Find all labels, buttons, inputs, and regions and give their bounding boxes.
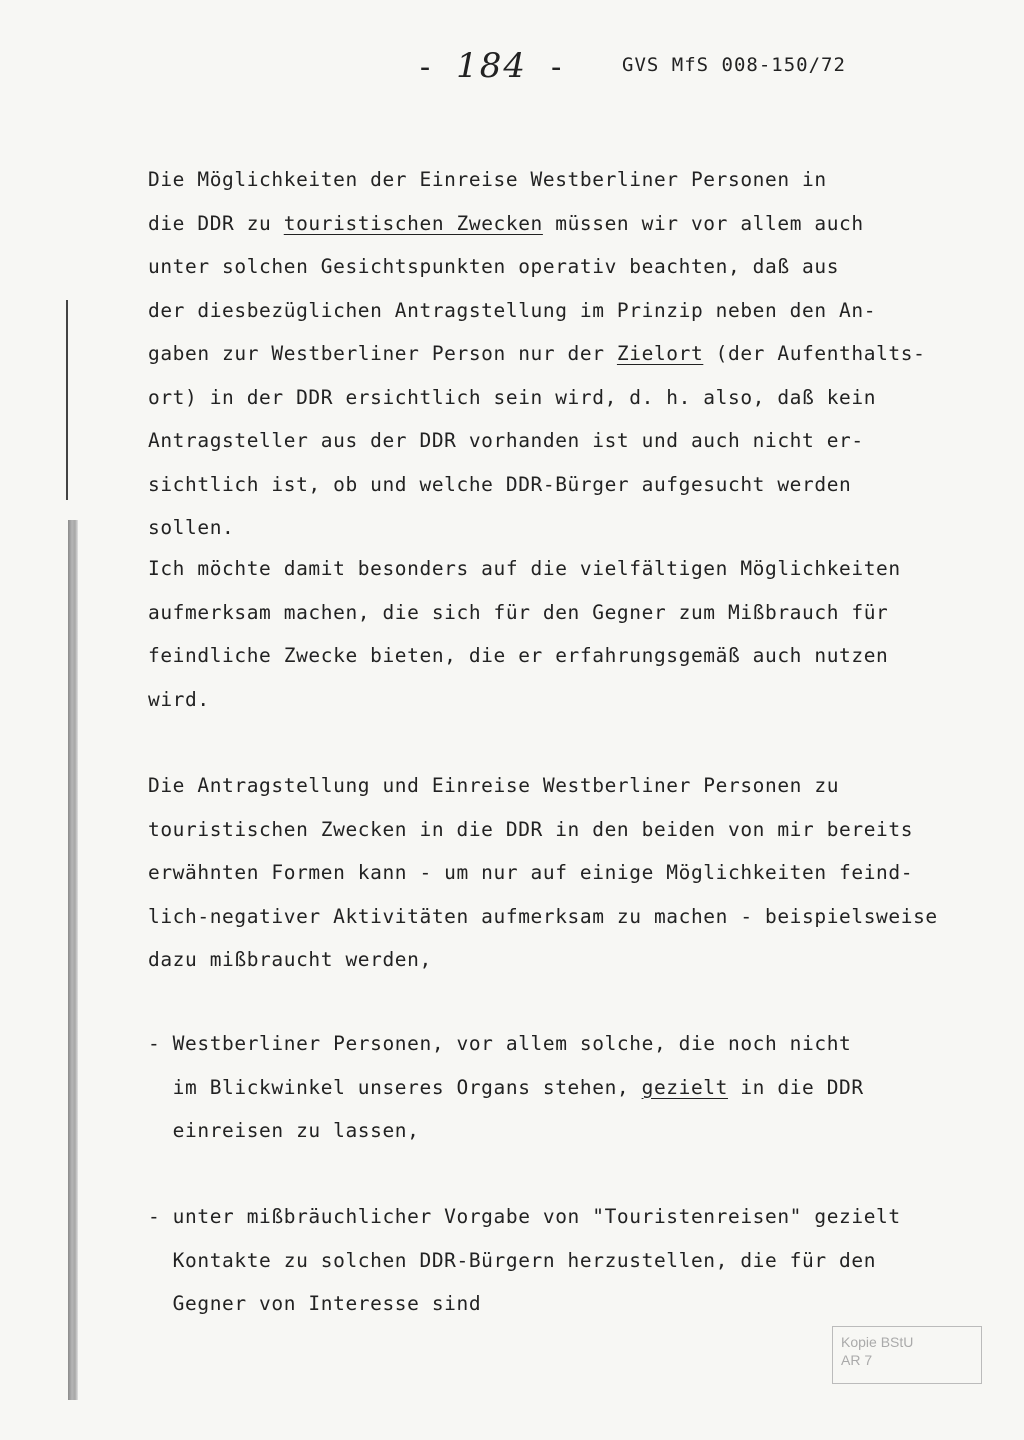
text-line: die DDR zu touristischen Zwecken müssen wir vor allem auch bbox=[148, 211, 864, 235]
text-line: Die Antragstellung und Einreise Westberliner Personen zu bbox=[148, 774, 840, 797]
page-number-suffix: - bbox=[527, 50, 568, 85]
paragraph-3 bbox=[148, 764, 968, 982]
text-line: sollen. bbox=[148, 516, 235, 539]
text-line: lich-negativer Aktivitäten aufmerksam zu machen - beispielsweise bbox=[148, 904, 938, 928]
list-item-2 bbox=[148, 1195, 968, 1326]
text-line: gaben zur Westberliner Person nur der Zielort (der Aufenthalts- bbox=[148, 342, 926, 365]
text-line: wird. bbox=[148, 687, 210, 711]
page-number bbox=[416, 46, 567, 86]
binding-edge-line bbox=[66, 300, 68, 500]
text-line: feindliche Zwecke bieten, die er erfahrungsgemäß auch nutzen bbox=[148, 644, 889, 667]
text-line: ort) in der DDR ersichtlich sein wird, d. h. also, daß kein bbox=[148, 385, 877, 409]
text-line: Die Möglichkeiten der Einreise Westberliner Personen in bbox=[148, 168, 827, 191]
archive-stamp bbox=[832, 1326, 982, 1384]
text-line: unter solchen Gesichtspunkten operativ beachten, daß aus bbox=[148, 255, 840, 278]
text-line: im Blickwinkel unseres Organs stehen, gezielt in die DDR bbox=[148, 1075, 864, 1099]
paragraph-2 bbox=[148, 547, 968, 721]
underlined-text: touristischen Zwecken bbox=[283, 211, 543, 235]
text-line: Antragsteller aus der DDR vorhanden ist und auch nicht er- bbox=[148, 429, 864, 452]
page-number-prefix: - bbox=[416, 50, 457, 85]
text-line: aufmerksam machen, die sich für den Gegner zum Mißbrauch für bbox=[148, 600, 889, 624]
stamp-line-1: Kopie BStU bbox=[841, 1334, 914, 1350]
binding-edge-strip bbox=[68, 520, 78, 1400]
paragraph-1 bbox=[148, 158, 968, 550]
text-line: sichtlich ist, ob und welche DDR-Bürger aufgesucht werden bbox=[148, 472, 852, 496]
underlined-text: Zielort bbox=[616, 342, 704, 365]
text-line: der diesbezüglichen Antragstellung im Prinzip neben den An- bbox=[148, 298, 877, 322]
text-line: dazu mißbraucht werden, bbox=[148, 948, 432, 971]
document-reference: GVS MfS 008-150/72 bbox=[622, 54, 846, 76]
text-line: - Westberliner Personen, vor allem solche, die noch nicht bbox=[148, 1032, 852, 1055]
text-line: Ich möchte damit besonders auf die vielfältigen Möglichkeiten bbox=[148, 557, 901, 580]
page-header bbox=[0, 46, 1024, 86]
text-line: Kontakte zu solchen DDR-Bürgern herzustellen, die für den bbox=[148, 1248, 877, 1272]
stamp-line-2: AR 7 bbox=[841, 1352, 873, 1368]
list-item-1 bbox=[148, 1022, 968, 1153]
text-line: einreisen zu lassen, bbox=[148, 1119, 420, 1142]
underlined-text: gezielt bbox=[641, 1075, 728, 1099]
text-line: Gegner von Interesse sind bbox=[148, 1292, 482, 1315]
page-number-value: 184 bbox=[456, 46, 528, 86]
text-line: erwähnten Formen kann - um nur auf einige Möglichkeiten feind- bbox=[148, 861, 914, 884]
text-line: touristischen Zwecken in die DDR in den beiden von mir bereits bbox=[148, 817, 914, 841]
text-line: - unter mißbräuchlicher Vorgabe von "Touristenreisen" gezielt bbox=[148, 1205, 901, 1228]
